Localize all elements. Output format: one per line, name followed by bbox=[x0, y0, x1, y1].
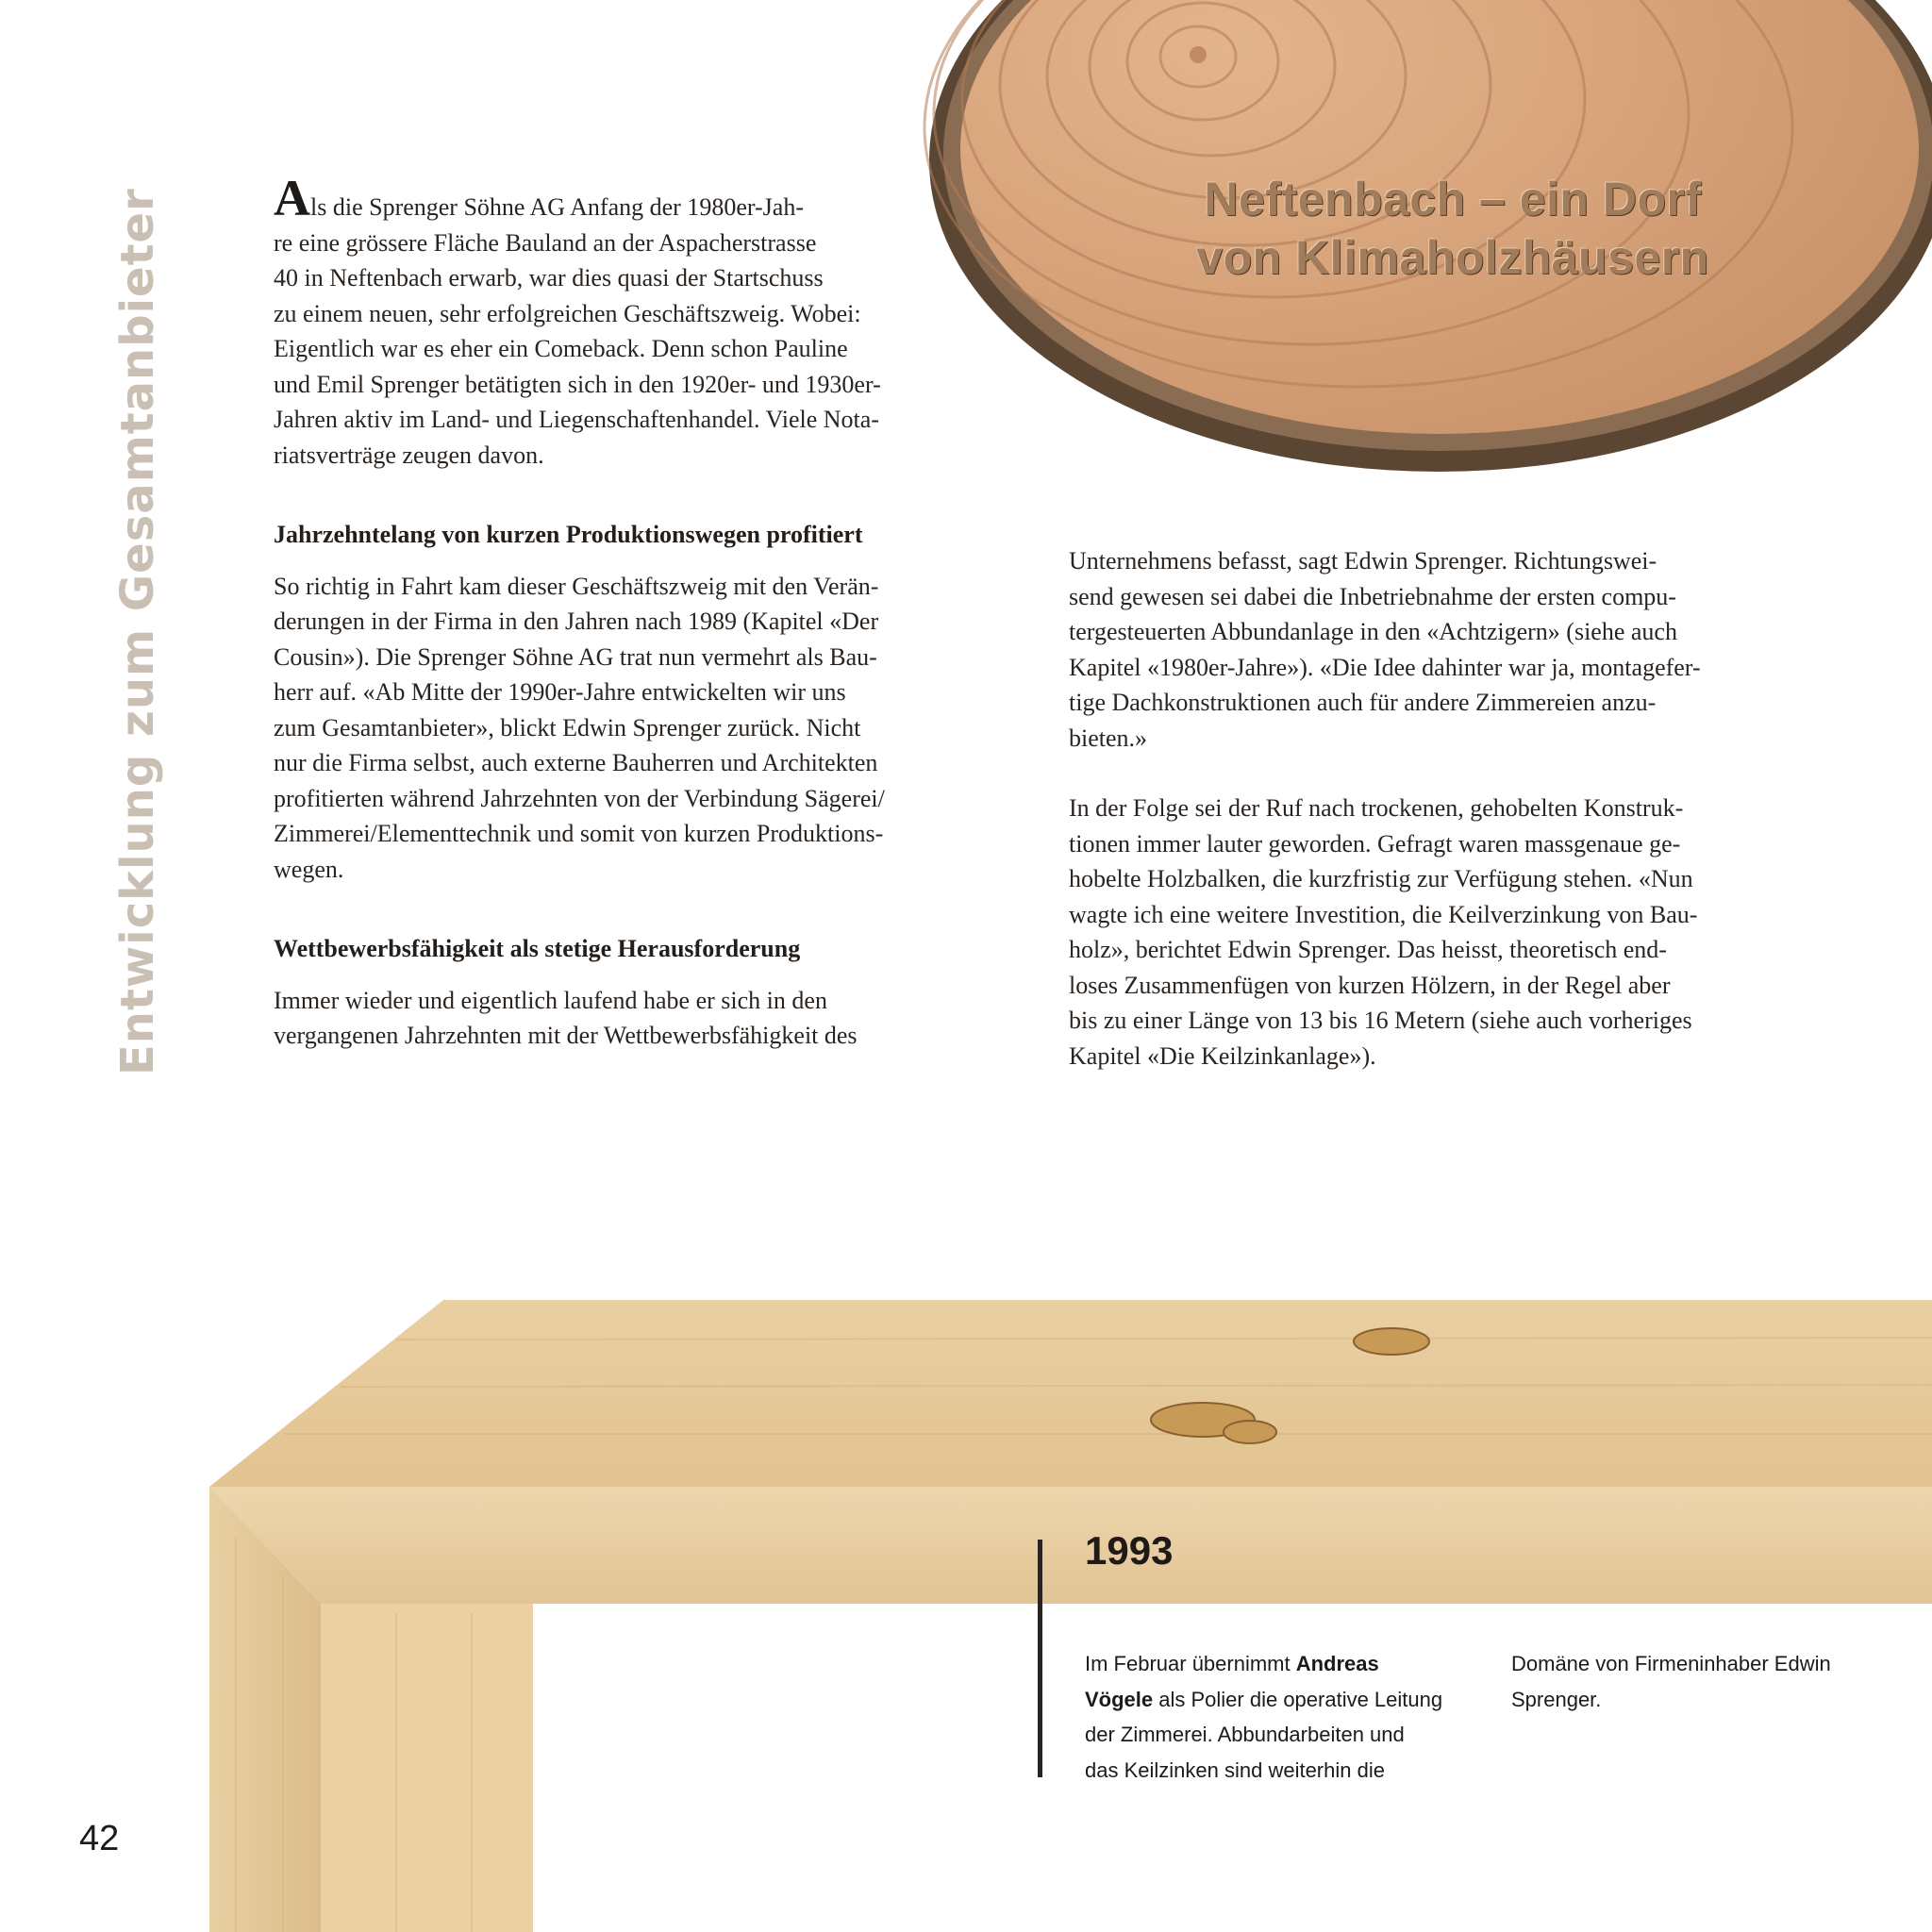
timeline-year: 1993 bbox=[1085, 1528, 1174, 1573]
paragraph-competition bbox=[274, 983, 948, 1054]
slice-title bbox=[1085, 170, 1821, 287]
paragraph-abbund bbox=[1069, 543, 1748, 756]
text-line: zum Gesamtanbieter», blickt Edwin Sprenger zurück. Nicht bbox=[274, 713, 861, 741]
text-line: send gewesen sei dabei die Inbetriebnahme der ersten compu- bbox=[1069, 582, 1676, 610]
paragraph-production bbox=[274, 569, 948, 888]
text-line: tionen immer lauter geworden. Gefragt waren massgenaue ge- bbox=[1069, 829, 1681, 858]
note-text: der Zimmerei. Abbundarbeiten und bbox=[1085, 1723, 1405, 1746]
text-line: holz», berichtet Edwin Sprenger. Das heisst, theoretisch end- bbox=[1069, 936, 1667, 963]
side-title: Entwicklung zum Gesamtanbieter bbox=[111, 188, 164, 1075]
slice-title-line2: von Klimaholzhäusern bbox=[1196, 231, 1709, 284]
note-text: als Polier die operative Leitung bbox=[1153, 1687, 1443, 1711]
text-line: bieten.» bbox=[1069, 724, 1148, 752]
note-name: Vögele bbox=[1085, 1687, 1154, 1711]
intro-line: 40 in Neftenbach erwarb, war dies quasi der Startschuss bbox=[274, 264, 824, 291]
subheading-production: Jahrzehntelang von kurzen Produktionswegen profitiert bbox=[274, 521, 863, 548]
text-line: Unternehmens befasst, sagt Edwin Sprenger. Richtungswei- bbox=[1069, 547, 1657, 575]
intro-line: Jahren aktiv im Land- und Liegenschaftenhandel. Viele Nota- bbox=[274, 406, 879, 433]
note-text: Domäne von Firmeninhaber Edwin bbox=[1511, 1652, 1831, 1675]
note-text: das Keilzinken sind weiterhin die bbox=[1085, 1757, 1385, 1782]
intro-line: Eigentlich war es eher ein Comeback. Denn schon Pauline bbox=[274, 335, 848, 362]
text-line: wagte ich eine weitere Investition, die Keilverzinkung von Bau- bbox=[1069, 900, 1698, 928]
wooden-table-image bbox=[0, 1292, 1932, 1932]
intro-line: zu einem neuen, sehr erfolgreichen Geschäftszweig. Wobei: bbox=[274, 299, 861, 327]
text-line: profitierten während Jahrzehnten von der Verbindung Sägerei/ bbox=[274, 784, 885, 812]
text-line: In der Folge sei der Ruf nach trockenen, gehobelten Konstruk- bbox=[1069, 794, 1684, 822]
text-line: Immer wieder und eigentlich laufend habe er sich in den bbox=[274, 986, 827, 1014]
text-line: Cousin»). Die Sprenger Söhne AG trat nun vermehrt als Bau- bbox=[274, 642, 877, 671]
text-line: herr auf. «Ab Mitte der 1990er-Jahre entwickelten wir uns bbox=[274, 678, 846, 706]
text-line: Kapitel «1980er-Jahre»). «Die Idee dahinter war ja, montagefer- bbox=[1069, 653, 1701, 681]
text-line: Zimmerei/Elementtechnik und somit von kurzen Produktions- bbox=[274, 820, 884, 847]
text-line: tergesteuerten Abbundanlage in den «Achtzigern» (siehe auch bbox=[1069, 618, 1677, 645]
timeline-marker bbox=[1038, 1540, 1042, 1777]
timeline-note-left bbox=[1085, 1646, 1462, 1788]
intro-line: und Emil Sprenger betätigten sich in den 1920er- und 1930er- bbox=[274, 370, 881, 398]
page-number: 42 bbox=[79, 1819, 120, 1858]
text-line: Kapitel «Die Keilzinkanlage»). bbox=[1069, 1041, 1376, 1070]
text-line: vergangenen Jahrzehnten mit der Wettbewerbsfähigkeit des bbox=[274, 1022, 858, 1049]
text-line: nur die Firma selbst, auch externe Bauherren und Architekten bbox=[274, 749, 878, 776]
timeline-note-right bbox=[1511, 1646, 1879, 1717]
intro-line: re eine grössere Fläche Bauland an der Aspacherstrasse bbox=[274, 228, 817, 257]
intro-paragraph bbox=[274, 170, 948, 473]
slice-title-line1: Neftenbach – ein Dorf bbox=[1204, 173, 1702, 225]
note-name: Andreas bbox=[1295, 1652, 1379, 1675]
right-column bbox=[1069, 543, 1748, 1074]
note-text: Im Februar übernimmt bbox=[1085, 1652, 1296, 1675]
note-text: Sprenger. bbox=[1511, 1687, 1602, 1711]
left-column bbox=[274, 170, 948, 1054]
paragraph-keilzink bbox=[1069, 791, 1748, 1074]
subheading-competition: Wettbewerbsfähigkeit als stetige Herausforderung bbox=[274, 935, 801, 962]
text-line: bis zu einer Länge von 13 bis 16 Metern (siehe auch vorheriges bbox=[1069, 1007, 1692, 1034]
dropcap: A bbox=[274, 170, 310, 226]
text-line: wegen. bbox=[274, 855, 344, 883]
text-line: derungen in der Firma in den Jahren nach 1989 (Kapitel «Der bbox=[274, 608, 879, 635]
text-line: So richtig in Fahrt kam dieser Geschäftszweig mit den Verän- bbox=[274, 572, 879, 600]
text-line: tige Dachkonstruktionen auch für andere Zimmereien anzu- bbox=[1069, 689, 1657, 716]
text-line: hobelte Holzbalken, die kurzfristig zur Verfügung stehen. «Nun bbox=[1069, 865, 1693, 892]
text-line: loses Zusammenfügen von kurzen Hölzern, in der Regel aber bbox=[1069, 971, 1671, 999]
intro-line: riatsverträge zeugen davon. bbox=[274, 441, 544, 469]
intro-line: ls die Sprenger Söhne AG Anfang der 1980er-Jah- bbox=[310, 193, 804, 221]
